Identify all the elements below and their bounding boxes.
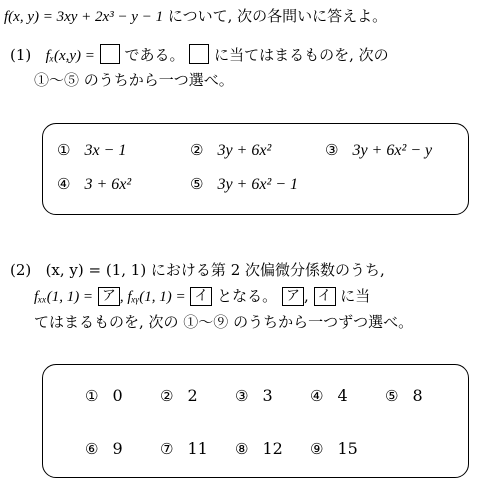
q1-line1 xyxy=(10,44,389,66)
option-value: 12 xyxy=(262,439,283,458)
option-value: 0 xyxy=(112,386,123,405)
option-number: ① xyxy=(85,387,99,405)
option-value: 9 xyxy=(112,439,123,458)
q1-option-5 xyxy=(190,174,298,194)
answer-box-i-ref: イ xyxy=(314,287,336,306)
option-number: ④ xyxy=(310,387,324,405)
option-expr: 3y + 6x² − 1 xyxy=(217,176,299,193)
q2-fxy: , fₓᵧ(1, 1) = xyxy=(119,289,186,305)
option-expr: 3y + 6x² xyxy=(217,142,272,159)
intro-line xyxy=(4,6,387,27)
option-number: ⑦ xyxy=(160,440,174,458)
option-expr: 3y + 6x² − y xyxy=(352,142,433,159)
q2-option-5 xyxy=(385,386,423,405)
q1-option-3 xyxy=(325,140,432,160)
option-value: 15 xyxy=(337,439,358,458)
option-number: ④ xyxy=(57,175,71,193)
q1-option-1 xyxy=(57,140,126,160)
option-value: 3 xyxy=(262,386,273,405)
option-expr: 3x − 1 xyxy=(84,142,127,159)
q2-fxx: fₓₓ(1, 1) = xyxy=(34,289,94,305)
option-number: ② xyxy=(190,141,204,159)
q2-option-4 xyxy=(310,386,348,405)
intro-text: について, 次の各問いに答えよ。 xyxy=(167,7,388,25)
q2-text-1: (x, y) = (1, 1) における第 2 次偏微分係数のうち, xyxy=(45,261,385,279)
option-number: ⑤ xyxy=(385,387,399,405)
option-number: ⑨ xyxy=(310,440,324,458)
option-number: ③ xyxy=(235,387,249,405)
q2-option-9 xyxy=(310,439,358,458)
option-number: ① xyxy=(57,141,71,159)
q2-option-8 xyxy=(235,439,283,458)
q1-option-4 xyxy=(57,174,131,194)
option-number: ⑥ xyxy=(85,440,99,458)
option-expr: 3 + 6x² xyxy=(84,176,132,193)
q1-option-2 xyxy=(190,140,271,160)
q2-option-6 xyxy=(85,439,123,458)
option-value: 4 xyxy=(337,386,348,405)
q2-option-3 xyxy=(235,386,273,405)
option-number: ③ xyxy=(325,141,339,159)
answer-blank-box-ref xyxy=(189,44,209,64)
q2-comma: , xyxy=(303,287,309,305)
answer-box-i: イ xyxy=(190,287,212,306)
option-value: 2 xyxy=(187,386,198,405)
q2-line3: てはまるものを, 次の ①〜⑨ のうちから一つずつ選べ。 xyxy=(34,313,414,331)
q2-line2 xyxy=(34,286,370,307)
q1-text-a: である。 xyxy=(124,46,185,64)
answer-blank-box xyxy=(100,44,120,64)
option-number: ⑧ xyxy=(235,440,249,458)
option-number: ② xyxy=(160,387,174,405)
q1-label: (1) xyxy=(10,46,32,64)
option-value: 8 xyxy=(412,386,423,405)
q2-line1 xyxy=(10,260,385,280)
function-definition: f(x, y) = 3xy + 2x³ − y − 1 xyxy=(4,9,164,25)
q2-option-1 xyxy=(85,386,123,405)
q2-label: (2) xyxy=(10,261,32,279)
q2-text-tail: に当 xyxy=(340,287,371,305)
q2-options-frame xyxy=(42,364,469,478)
q2-option-2 xyxy=(160,386,198,405)
answer-box-a: ア xyxy=(98,287,120,306)
option-value: 11 xyxy=(187,439,208,458)
q1-options-frame xyxy=(42,123,469,215)
q2-option-7 xyxy=(160,439,208,458)
answer-box-a-ref: ア xyxy=(282,287,304,306)
q2-text-mid: となる。 xyxy=(217,287,278,305)
option-number: ⑤ xyxy=(190,175,204,193)
q1-line2: ①〜⑤ のうちから一つ選べ。 xyxy=(34,71,234,89)
q1-text-b: に当てはまるものを, 次の xyxy=(214,46,389,64)
q1-fx: fₓ(x,y) = xyxy=(45,48,95,64)
